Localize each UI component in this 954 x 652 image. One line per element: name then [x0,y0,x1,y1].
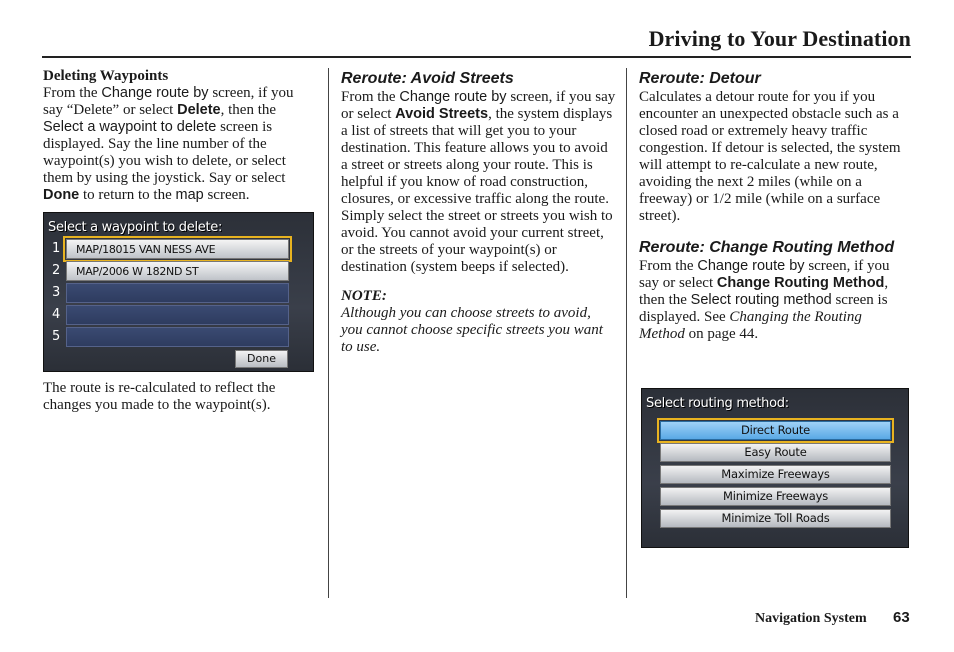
row-number: 4 [52,307,61,322]
screen-title: Select routing method: [646,396,789,411]
text: screen, if you say or select [639,258,890,291]
ui-term: Change Routing Method [716,275,885,291]
text: to return to the [79,187,176,203]
column-detour-routing [639,68,911,343]
note-label: NOTE: [341,288,387,304]
ui-term: Select routing method [690,292,832,308]
note-text: Although you can choose streets to avoid, you cannot choose specific streets you want to use. [341,305,603,355]
row-number: 2 [52,263,61,278]
text: From the [43,85,102,101]
ui-term: map [175,187,204,203]
text: screen is displayed. Say the line number of the waypoint(s) you wish to delete, or select them by using the joystick. Say or select [43,119,286,186]
waypoint-row[interactable] [44,283,314,303]
paragraph [341,89,616,276]
screen-title: Select a waypoint to delete: [48,220,223,235]
column-divider [626,68,627,598]
paragraph: Calculates a detour route for you if you encounter an unexpected obstacle such as a closed road or extremely heavy traffic congestion. If detour is selected, the system will attempt to re-calculate a new route, avoiding the next 2 miles (while on a freeway) or 1/2 mile (while on a surface street). [639,89,901,224]
section-title: Reroute: Avoid Streets [341,70,514,87]
waypoint-slot-empty[interactable] [66,327,289,347]
text: screen. [203,187,250,203]
header-rule [42,56,911,58]
row-number: 1 [52,241,61,256]
waypoint-row[interactable] [44,327,314,347]
routing-method-screen [641,388,909,548]
maximize-freeways-button[interactable]: Maximize Freeways [660,465,891,484]
waypoint-slot-empty[interactable] [66,283,289,303]
ui-term: Delete [177,102,221,118]
waypoint-row[interactable] [44,239,314,259]
row-number: 3 [52,285,61,300]
ui-term: Avoid Streets [395,106,489,122]
minimize-freeways-button[interactable]: Minimize Freeways [660,487,891,506]
done-button[interactable]: Done [235,350,288,368]
text: From the [639,258,698,274]
cross-reference: Changing the Routing Method [639,309,862,342]
waypoint-delete-screen [43,212,314,372]
waypoint-row[interactable] [44,305,314,325]
section-heading: Deleting Waypoints [43,68,169,84]
footer-section-name: Navigation System [755,611,867,626]
row-number: 5 [52,329,61,344]
ui-term: Change route by [399,89,507,105]
section-title: Reroute: Change Routing Method [639,239,895,256]
ui-term: Done [43,187,80,203]
ui-term: Change route by [101,85,209,101]
page-number: 63 [893,609,910,626]
ui-term: Change route by [697,258,805,274]
paragraph [639,258,911,343]
text: screen, if you say or select [341,89,616,122]
waypoint-slot[interactable]: MAP/2006 W 182ND ST [66,261,289,281]
direct-route-button[interactable]: Direct Route [660,421,891,440]
text: on page 44. [684,326,759,342]
waypoint-slot[interactable]: MAP/18015 VAN NESS AVE [66,239,289,259]
paragraph: The route is re-calculated to reflect the changes you made to the waypoint(s). [43,380,276,413]
ui-term: Select a waypoint to delete [43,119,217,135]
text: , then the [639,275,889,308]
column-divider [328,68,329,598]
page-title: Driving to Your Destination [648,26,911,51]
column-avoid-streets [341,68,616,356]
section-title: Reroute: Detour [639,70,761,87]
text: From the [341,89,400,105]
waypoint-row[interactable] [44,261,314,281]
easy-route-button[interactable]: Easy Route [660,443,891,462]
text: , then the [220,102,277,118]
text: screen is displayed. See [639,292,888,325]
text: screen, if you say “Delete” or select [43,85,294,118]
minimize-toll-roads-button[interactable]: Minimize Toll Roads [660,509,891,528]
paragraph [43,85,315,204]
waypoint-slot-empty[interactable] [66,305,289,325]
text: , the system displays a list of streets that will get you to your destination. This feature allows you to avoid a street or streets along your route. This is helpful if you know of road construction, closures, or excessive traffic along the route. Simply select the street or streets you wish to avoid. You cannot avoid your current street, or the streets of your waypoint(s) or destination (system beeps if selected). [341,106,613,275]
